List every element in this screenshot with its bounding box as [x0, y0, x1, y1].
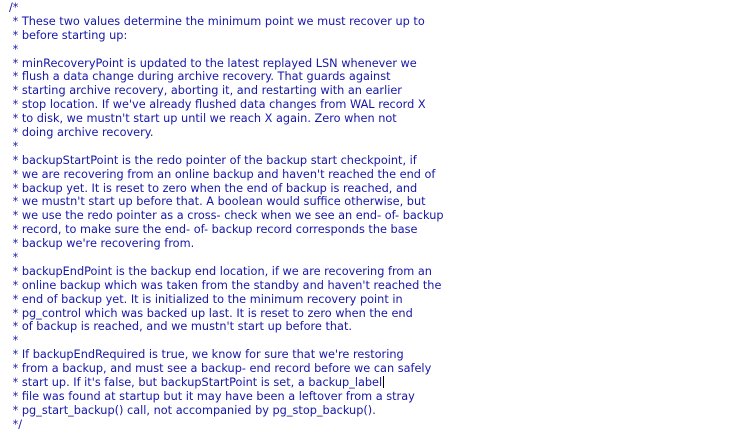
- code-line: [9, 237, 444, 251]
- code-line-text: * stop location. If we've already flushed data changes from WAL record X: [9, 98, 426, 112]
- code-line: [9, 293, 444, 307]
- code-line-text: * we use the redo pointer as a cross- check when we see an end- of- backup: [9, 209, 444, 223]
- code-line: [9, 182, 444, 196]
- code-line-text: * flush a data change during archive recovery. That guards against: [9, 70, 391, 84]
- code-line-text: * online backup which was taken from the standby and haven't reached the: [9, 278, 442, 292]
- code-line: [9, 223, 444, 237]
- code-line-text: * end of backup yet. It is initialized to the minimum recovery point in: [9, 292, 403, 306]
- code-line-text: */: [9, 417, 23, 431]
- code-line: [9, 15, 444, 29]
- code-line: [9, 279, 444, 293]
- code-line-text: * backupStartPoint is the redo pointer of the backup start checkpoint, if: [9, 153, 417, 167]
- code-line-text: *: [9, 42, 19, 56]
- code-line-text: * to disk, we mustn't start up until we reach X again. Zero when not: [9, 112, 397, 126]
- text-caret: [383, 376, 384, 388]
- code-line: [9, 98, 444, 112]
- code-line-text: * file was found at startup but it may have been a leftover from a stray: [9, 389, 415, 403]
- code-line: [9, 29, 444, 43]
- code-line: [9, 376, 444, 390]
- code-line-text: *: [9, 139, 19, 153]
- code-line-text: * we mustn't start up before that. A boolean would suffice otherwise, but: [9, 195, 426, 209]
- code-line-text: * backup we're recovering from.: [9, 237, 195, 251]
- code-line: [9, 404, 444, 418]
- code-line: [9, 70, 444, 84]
- code-line-text: * backupEndPoint is the backup end location, if we are recovering from an: [9, 264, 432, 278]
- code-line-text: *: [9, 251, 19, 265]
- code-line: [9, 57, 444, 71]
- code-line-text: /*: [9, 1, 19, 14]
- code-line: [9, 334, 444, 348]
- code-line: [9, 168, 444, 182]
- code-line: [9, 307, 444, 321]
- code-line-text: * pg_control which was backed up last. It is reset to zero when the end: [9, 306, 413, 320]
- code-line: [9, 195, 444, 209]
- code-line-text: * from a backup, and must see a backup- end record before we can safely: [9, 362, 432, 376]
- code-line-text: *: [9, 334, 19, 348]
- code-line-text: * backup yet. It is reset to zero when the end of backup is reached, and: [9, 181, 418, 195]
- code-line: [9, 126, 444, 140]
- code-line: [9, 140, 444, 154]
- code-line-text: * pg_start_backup() call, not accompanied by pg_stop_backup().: [9, 403, 376, 417]
- code-line-text: * If backupEndRequired is true, we know for sure that we're restoring: [9, 348, 404, 362]
- code-line: [9, 348, 444, 362]
- code-line-text: * starting archive recovery, aborting it, and restarting with an earlier: [9, 84, 402, 98]
- code-line: [9, 84, 444, 98]
- code-line: [9, 154, 444, 168]
- code-line-text: * minRecoveryPoint is updated to the latest replayed LSN whenever we: [9, 56, 417, 70]
- comment-block: [9, 1, 444, 432]
- code-line-text: * of backup is reached, and we mustn't start up before that.: [9, 320, 352, 334]
- code-line-text: * record, to make sure the end- of- backup record corresponds the base: [9, 223, 418, 237]
- code-line-text: * doing archive recovery.: [9, 126, 154, 140]
- code-line: [9, 209, 444, 223]
- code-line: [9, 251, 444, 265]
- code-line-text: * start up. If it's false, but backupStartPoint is set, a backup_label: [9, 376, 383, 390]
- code-line: [9, 320, 444, 334]
- code-line: [9, 112, 444, 126]
- code-line: [9, 390, 444, 404]
- code-line-text: * before starting up:: [9, 28, 128, 42]
- code-line: [9, 265, 444, 279]
- code-line: [9, 418, 444, 432]
- code-line: [9, 1, 444, 15]
- code-line-text: * we are recovering from an online backup and haven't reached the end of: [9, 167, 436, 181]
- code-line: [9, 362, 444, 376]
- code-line-text: * These two values determine the minimum point we must recover up to: [9, 14, 425, 28]
- code-line: [9, 43, 444, 57]
